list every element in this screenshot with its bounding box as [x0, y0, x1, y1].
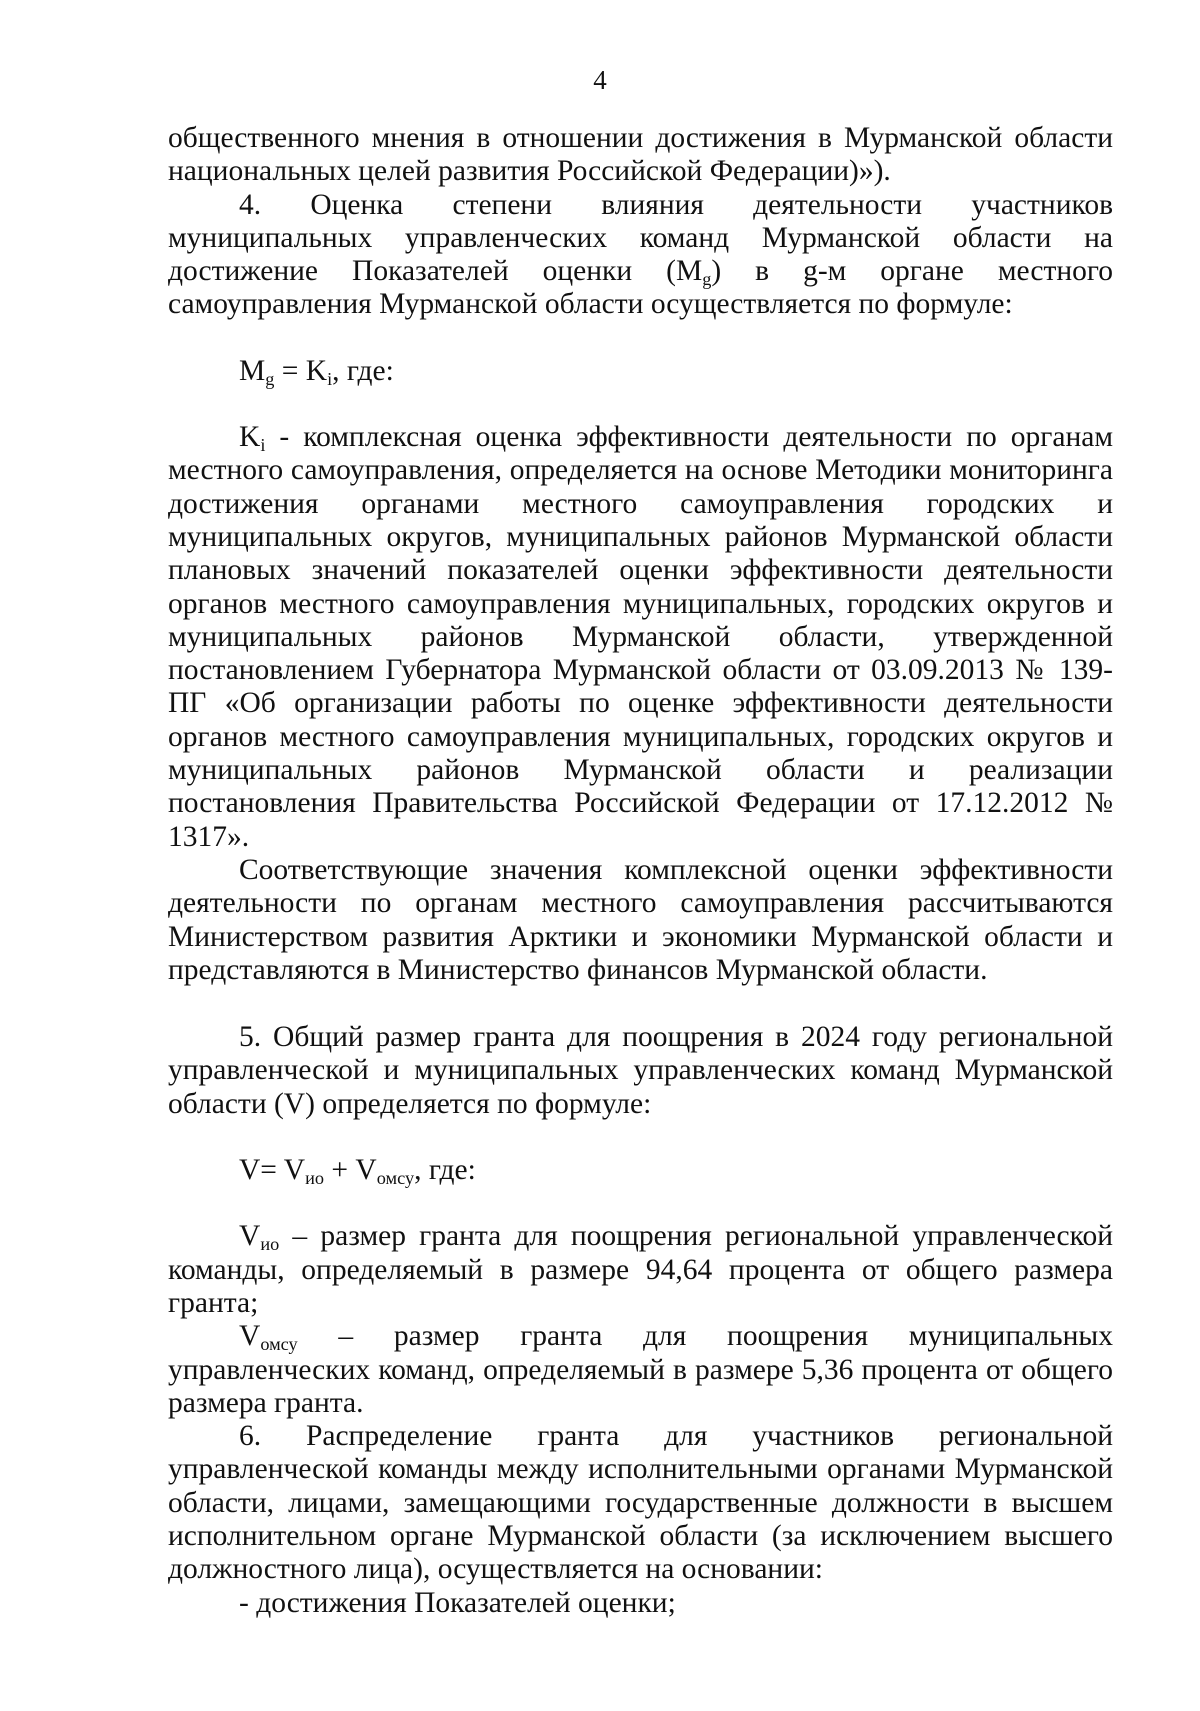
page-number: 4	[593, 65, 607, 95]
paragraph-continuation: общественного мнения в отношении достижения в Мурманской области национальных целей развития Российской Федерации)»).	[168, 122, 1113, 188]
paragraph-ki-definition: $K_i$ - комплексная оценка эффективности деятельности по органам местного самоуправления, определяется на основе Методики мониторинга достижения органами местного самоуправления городских и муниципальных округов, муниципальных районов Мурманской области плановых значений показателей оценки эффективности деятельности органов местного самоуправления муниципальных, городских округов и муниципальных районов Мурманской области, утвержденной постановлением Губернатора Мурманской области от 03.09.2013 № 139-ПГ «Об организации работы по оценке эффективности деятельности органов местного самоуправления муниципальных, городских округов и муниципальных районов Мурманской области и реализации постановления Правительства Российской Федерации от 17.12.2012 № 1317».	[168, 421, 1113, 853]
paragraph-corresponding-values: Соответствующие значения комплексной оценки эффективности деятельности по органам местного самоуправления рассчитываются Министерством развития Арктики и экономики Мурманской области и представляются в Министерство финансов Мурманской области.	[168, 853, 1113, 986]
formula-v: $V= V_{ио} + V_{омсу}$, где:	[239, 1154, 476, 1189]
list-item-achievement: - достижения Показателей оценки;	[239, 1586, 676, 1619]
document-body	[168, 122, 1113, 1620]
paragraph-item-6: 6. Распределение гранта для участников региональной управленческой команды между исполнительными органами Мурманской области, лицами, замещающими государственные должности в высшем исполнительном органе Мурманской области (за исключением высшего должностного лица), осуществляется на основании:	[168, 1420, 1113, 1586]
paragraph-vio-definition: $V_{ио}$ – размер гранта для поощрения региональной управленческой команды, определяемый в размере 94,64 процента от общего размера гранта;	[168, 1220, 1113, 1319]
paragraph-item-4: 4. Оценка степени влияния деятельности участников муниципальных управленческих команд Мурманской области на достижение Показателей оценки $(M_g)$ в g-м органе местного самоуправления Мурманской области осуществляется по формуле:	[168, 188, 1114, 321]
formula-mg: $M_g = K_i$, где:	[239, 354, 394, 389]
paragraph-item-5: 5. Общий размер гранта для поощрения в 2024 году региональной управленческой и муниципальных управленческих команд Мурманской области (V) определяется по формуле:	[168, 1021, 1113, 1120]
paragraph-vomsu-definition: $V_{омсу}$ – размер гранта для поощрения муниципальных управленческих команд, определяемый в размере 5,36 процента от общего размера гранта.	[168, 1320, 1113, 1419]
